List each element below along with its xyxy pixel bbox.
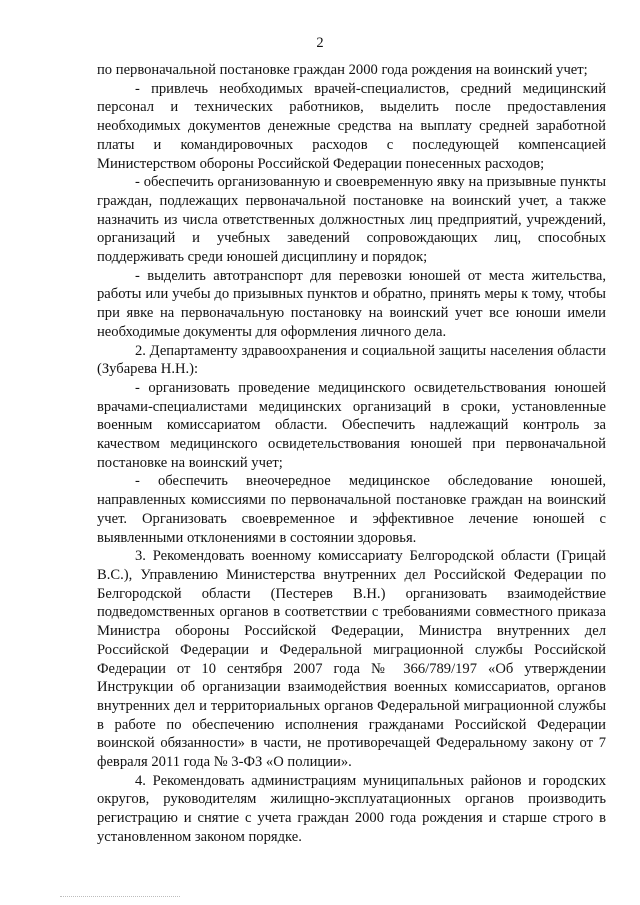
paragraph: по первоначальной постановке граждан 2000 года рождения на воинский учет; — [97, 62, 588, 78]
paragraph: - обеспечить организованную и своевременную явку на призывные пункты граждан, подлежащих первоначальной постановке на воинский учет, а также назначить из числа ответственных должностных лиц предприятий, учреждений, организаций и учебных заведений сопровождающих лиц, способных поддерживать среди юношей дисциплину и порядок; — [97, 174, 606, 266]
paragraph: - организовать проведение медицинского освидетельствования юношей врачами-специалистами медицинских организаций в сроки, установленные военным комиссариатом области. Обеспечить надлежащий контроль за качеством медицинского освидетельствования юношей при первоначальной постановке на воинский учет; — [97, 379, 606, 471]
page-number: 2 — [316, 35, 324, 51]
paragraph: - выделить автотранспорт для перевозки юношей от места жительства, работы или учебы до призывных пунктов и обратно, принять меры к тому, чтобы при явке на первоначальную постановку на воинский учет все юноши имели необходимые документы для оформления личного дела. — [97, 267, 606, 340]
paragraph: - привлечь необходимых врачей-специалистов, средний медицинский персонал и технических работников, выделить после предоставления необходимых документов денежные средства на выплату средней заработной платы и командировочных расходов с последующей компенсацией Министерством обороны Российской Федерации понесенных расходов; — [97, 80, 606, 172]
paragraph: 3. Рекомендовать военному комиссариату Белгородской области (Грицай В.С.), Управлению Министерства внутренних дел Российской Федерации по Белгородской области (Пестерев В.Н.) организовать взаимодействие подведомственных органов в соответствии с требованиями совместного приказа Министра обороны Российской Федерации, Министра внутренних дел Российской Федерации и Федеральной миграционной службы Российской Федерации от 10 сентября 2007 года № 366/789/197 «Об утверждении Инструкции об организации взаимодействия военных комиссариатов, органов внутренних дел и территориальных органов Федеральной миграционной службы в работе по обеспечению исполнения гражданами Российской Федерации воинской обязанности» в части, не противоречащей Федеральному закону от 7 февраля 2011 года № 3-ФЗ «О полиции». — [97, 548, 606, 771]
paragraph: 4. Рекомендовать администрациям муниципальных районов и городских округов, руководителям жилищно-эксплуатационных органов производить регистрацию и снятие с учета граждан 2000 года рождения и старше строго в установленном законом порядке. — [97, 772, 606, 845]
scan-artifact-line — [60, 896, 180, 899]
document-body — [97, 61, 606, 847]
paragraph: 2. Департаменту здравоохранения и социальной защиты населения области (Зубарева Н.Н.): — [97, 342, 606, 378]
paragraph: - обеспечить внеочередное медицинское обследование юношей, направленных комиссиями по первоначальной постановке граждан на воинский учет. Организовать своевременное и эффективное лечение юношей с выявленными отклонениями в состоянии здоровья. — [97, 473, 606, 546]
